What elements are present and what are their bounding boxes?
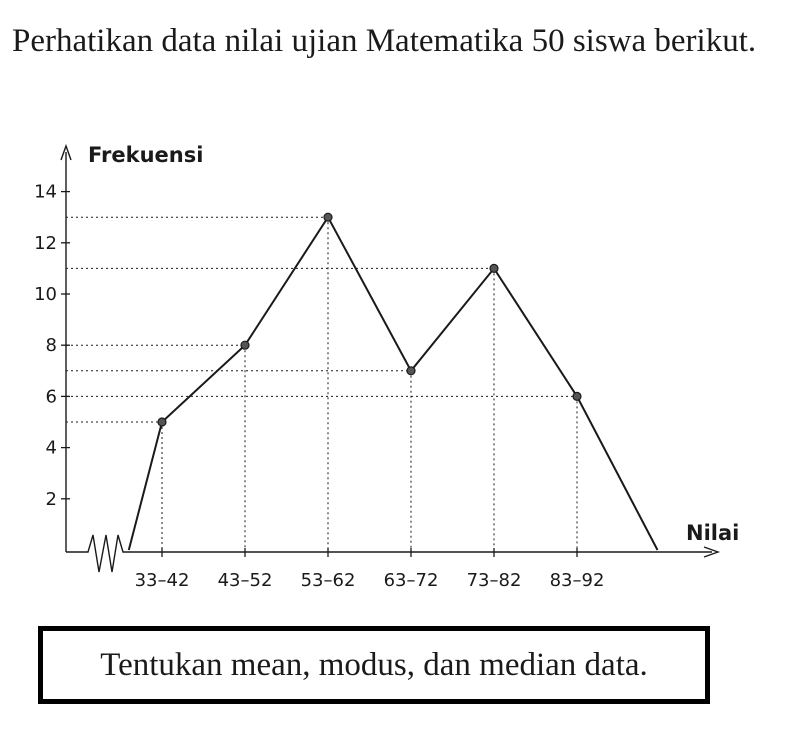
question-text: Perhatikan data nilai ujian Matematika 50 siswa berikut. (12, 23, 757, 59)
y-tick-label: 8 (45, 335, 57, 357)
y-tick-label: 12 (34, 232, 57, 254)
y-tick-label: 14 (34, 181, 57, 203)
x-category-label: 53–62 (300, 570, 356, 591)
axes (61, 146, 718, 572)
data-point (490, 264, 498, 272)
x-axis-title: Nilai (686, 521, 740, 545)
y-tick-label: 4 (45, 437, 57, 459)
x-category-label: 83–92 (549, 570, 605, 591)
data-point (324, 213, 332, 221)
data-point (407, 367, 415, 375)
task-box (38, 626, 710, 704)
x-category-label: 43–52 (217, 570, 273, 591)
guide-lines (66, 217, 577, 552)
x-category-labels (135, 548, 605, 591)
data-points (158, 213, 581, 426)
y-tick-label: 10 (34, 284, 57, 305)
task-text: Tentukan mean, modus, dan median data. (100, 646, 648, 683)
data-point (241, 341, 249, 349)
series-line (129, 217, 658, 550)
x-category-label: 33–42 (134, 570, 190, 591)
y-tick-label: 6 (45, 386, 57, 408)
x-axis-line (66, 535, 712, 572)
frequency-polygon-line (129, 217, 658, 550)
x-category-label: 63–72 (383, 570, 439, 591)
y-tick-label: 2 (45, 488, 57, 510)
data-point (158, 418, 166, 426)
y-ticks (34, 182, 70, 510)
y-axis-title: Frekuensi (88, 143, 204, 167)
x-category-label: 73–82 (466, 570, 522, 591)
data-point (573, 392, 581, 400)
frequency-polygon-chart (0, 130, 786, 600)
